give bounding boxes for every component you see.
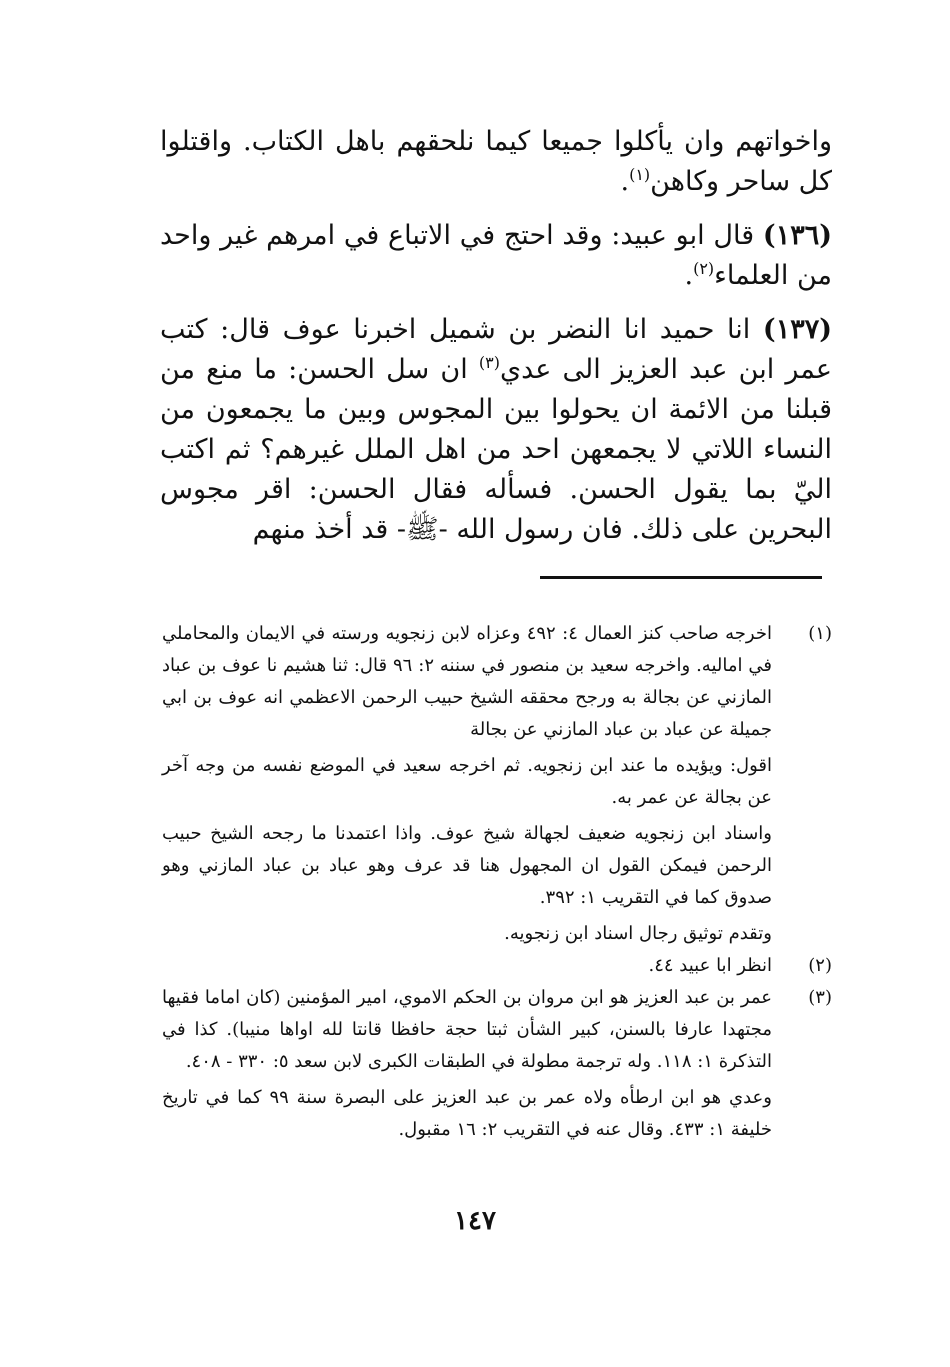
footnote-ref: (٣)	[478, 353, 500, 372]
footnote-body	[162, 982, 772, 1146]
paragraph-text: قال ابو عبيد: وقد احتج في الاتباع في امرهم غير واحد من العلماء	[160, 220, 832, 291]
paragraph-tail: .	[620, 166, 630, 197]
footnote-line: اخرجه صاحب كنز العمال ٤: ٤٩٢ وعزاه لابن زنجويه ورسته في الايمان والمحاملي في اماليه. واخرجه سعيد بن منصور في سننه ٢: ٩٦ قال: ثنا هشيم نا عوف بن عباد المازني عن بجالة به ورجح محققه الشيخ حبيب الرحمن الاعظمي انه عوف بن ابي جميلة عن عباد بن عباد المازني عن بجالة	[162, 623, 772, 740]
footnote-number: (٣)	[808, 987, 832, 1008]
footnote-number: (٢)	[808, 955, 832, 976]
footnote-body	[162, 618, 772, 950]
footnote-ref: (٢)	[693, 259, 715, 278]
footnote-line: انظر ابا عبيد ٤٤.	[648, 955, 772, 976]
footnote-body	[162, 950, 772, 982]
footnotes	[162, 618, 832, 1146]
footnote-line: واسناد ابن زنجويه ضعيف لجهالة شيخ عوف. واذا اعتمدنا ما رجحه الشيخ حبيب الرحمن فيمكن القول ان المجهول هنا قد عرف وهو عباد بن عباد المازني وهو صدوق كما في التقريب ١: ٣٩٢.	[162, 823, 772, 908]
footnote-line: وتقدم توثيق رجال اسناد ابن زنجويه.	[504, 923, 772, 944]
paragraph-tail: ان سل الحسن: ما منع من قبلنا من الائمة ان يحولوا بين المجوس وبين ما يجمعون من النساء اللاتي لا يجمعهن احد من اهل الملل غيرهم؟ ثم اكتب اليّ بما يقول الحسن. فسأله فقال الحسن: اقر مجوس البحرين على ذلك. فان رسول الله -ﷺ- قد أخذ منهم	[160, 354, 832, 545]
footnote-3	[162, 982, 832, 1146]
footnote-number: (١)	[808, 623, 832, 644]
footnote-2	[162, 950, 832, 982]
main-text	[160, 122, 832, 564]
paragraph-137	[160, 310, 832, 550]
paragraph-136	[160, 216, 832, 296]
paragraph-number: (١٣٦)	[762, 220, 832, 251]
paragraph-continuation	[160, 122, 832, 202]
footnote-1	[162, 618, 832, 950]
paragraph-number: (١٣٧)	[762, 314, 832, 345]
paragraph-text: انا حميد انا النضر بن شميل اخبرنا عوف قال: كتب عمر ابن عبد العزيز الى عدي	[160, 314, 832, 385]
footnote-line: وعدي هو ابن ارطأه ولاه عمر بن عبد العزيز على البصرة سنة ٩٩ كما في تاريخ خليفة ١: ٤٣٣. وقال عنه في التقريب ٢: ١٦ مقبول.	[162, 1087, 772, 1140]
paragraph-text: واخواتهم وان يأكلوا جميعا كيما نلحقهم باهل الكتاب. واقتلوا كل ساحر وكاهن	[160, 126, 832, 197]
footnote-line: عمر بن عبد العزيز هو ابن مروان بن الحكم الاموي، امير المؤمنين (كان اماما فقيها مجتهدا عارفا بالسنن، كبير الشأن ثبتا حجة حافظا قانتا لله اواها منيبا). كذا في التذكرة ١: ١١٨. وله ترجمة مطولة في الطبقات الكبرى لابن سعد ٥: ٣٣٠ - ٤٠٨.	[162, 987, 772, 1072]
footnote-line: اقول: ويؤيده ما عند ابن زنجويه. ثم اخرجه سعيد في الموضع نفسه من وجه آخر عن بجالة عن عمر به.	[162, 755, 772, 808]
footnote-separator	[540, 576, 822, 579]
footnote-ref: (١)	[629, 165, 651, 184]
paragraph-tail: .	[684, 260, 694, 291]
page-number: ١٤٧	[454, 1206, 496, 1236]
